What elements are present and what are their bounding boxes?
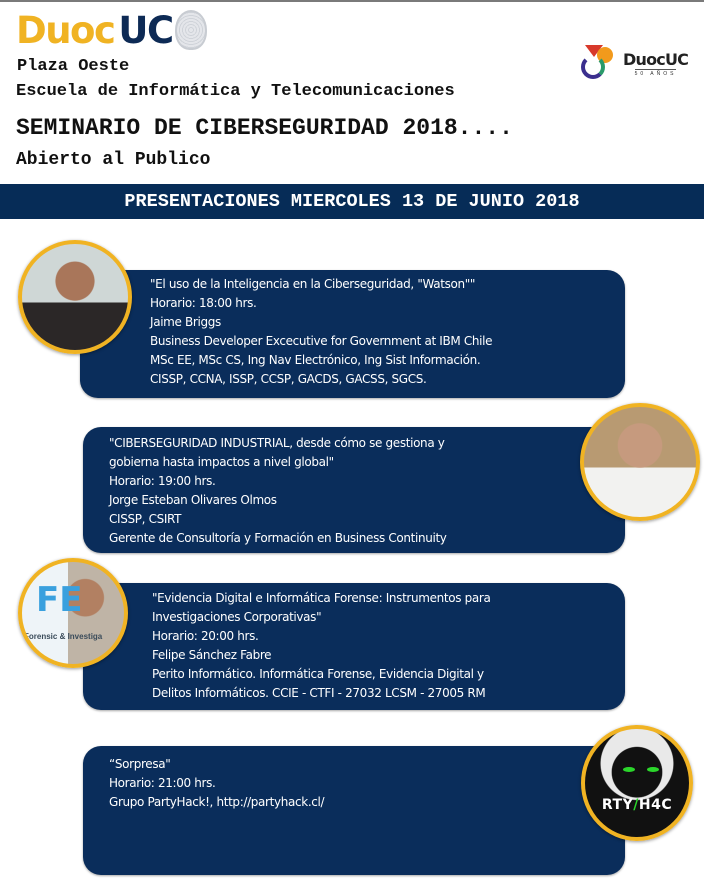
talk-time: Horario: 18:00 hrs. <box>150 296 257 310</box>
speaker-name: Jaime Briggs <box>150 315 221 329</box>
speaker-role: Business Developer Excecutive for Government at IBM Chile <box>150 334 493 348</box>
speaker-certs: CISSP, CCNA, ISSP, CCSP, GACDS, GACSS, SGCS. <box>150 372 427 386</box>
hacker-eyes-icon <box>623 767 659 773</box>
talk-time: Horario: 20:00 hrs. <box>152 629 259 643</box>
partyhack-logo <box>581 725 693 841</box>
speaker-photo-jaime-briggs <box>18 240 132 354</box>
speaker-photo-jorge-olivares <box>580 403 700 521</box>
top-border <box>0 0 704 2</box>
anniversary-brand: DuocUC <box>623 49 689 69</box>
logo-duoc-text: Duoc <box>16 8 115 52</box>
duoc-50-years-logo <box>575 40 695 86</box>
banner-text: PRESENTACIONES MIERCOLES 13 DE JUNIO 2018 <box>124 191 580 212</box>
duoc-uc-logo <box>16 8 207 52</box>
speaker-name: Felipe Sánchez Fabre <box>152 648 272 662</box>
partyhack-logo-text: RTY/H4C <box>601 797 673 813</box>
speaker-name: Jorge Esteban Olivares Olmos <box>109 493 277 507</box>
page-subtitle: Abierto al Publico <box>16 150 211 170</box>
presentation-card-3 <box>83 583 625 710</box>
presentation-card-2 <box>83 427 625 553</box>
campus-name: Plaza Oeste <box>17 57 130 76</box>
speaker-photo-felipe-sanchez <box>18 558 128 668</box>
speaker-group: Grupo PartyHack!, http://partyhack.cl/ <box>109 795 325 809</box>
date-banner <box>0 184 704 219</box>
talk-time: Horario: 19:00 hrs. <box>109 474 216 488</box>
presentation-card-4 <box>83 746 625 875</box>
school-name: Escuela de Informática y Telecomunicaciones <box>16 82 455 101</box>
speaker-role: Perito Informático. Informática Forense, Evidencia Digital y <box>152 667 484 681</box>
fifty-years-emblem-icon <box>575 41 619 85</box>
talk-time: Horario: 21:00 hrs. <box>109 776 216 790</box>
talk-title: "CIBERSEGURIDAD INDUSTRIAL, desde cómo se gestiona y <box>109 436 445 450</box>
university-seal-icon <box>175 10 207 50</box>
forensic-logo-icon: FE <box>36 580 83 620</box>
logo-uc-text: UC <box>118 8 173 52</box>
speaker-certs: CISSP, CSIRT <box>109 512 182 526</box>
speaker-role-cont: Delitos Informáticos. CCIE - CTFI - 27032 LCSM - 27005 RM <box>152 686 486 700</box>
talk-title-cont: gobierna hasta impactos a nivel global" <box>109 455 334 469</box>
talk-title: "Evidencia Digital e Informática Forense: Instrumentos para <box>152 591 491 605</box>
talk-title: "El uso de la Inteligencia en la Ciberseguridad, "Watson"" <box>150 277 476 291</box>
talk-title-cont: Investigaciones Corporativas" <box>152 610 322 624</box>
page-title: SEMINARIO DE CIBERSEGURIDAD 2018.... <box>16 115 513 141</box>
speaker-degrees: MSc EE, MSc CS, Ing Nav Electrónico, Ing Sist Información. <box>150 353 481 367</box>
forensic-caption: Forensic & Investiga <box>24 632 103 641</box>
anniversary-years: 50 AÑOS <box>634 70 677 77</box>
speaker-role: Gerente de Consultoría y Formación en Business Continuity <box>109 531 447 545</box>
talk-title: “Sorpresa" <box>109 757 171 771</box>
presentation-card-1 <box>80 270 625 398</box>
